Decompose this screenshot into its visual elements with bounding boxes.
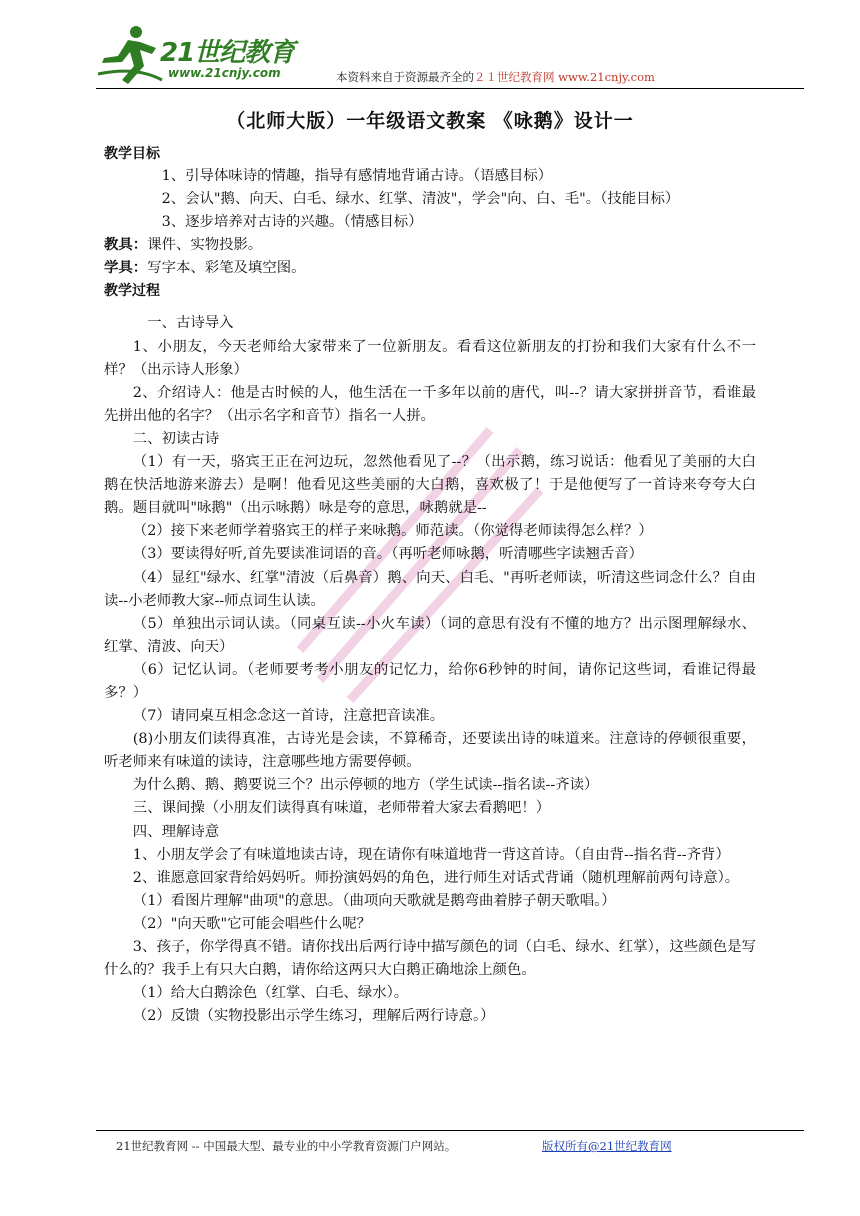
site-logo (96, 22, 326, 88)
page-footer (116, 1138, 672, 1154)
paragraph: （5）单独出示词认读。（同桌互读--小火车读）（词的意思有没有不懂的地方？出示图理解绿水、红掌、清波、向天） (104, 615, 756, 655)
paragraph: （1）看图片理解"曲项"的意思。（曲项向天歌就是鹅弯曲着脖子朝天歌唱。） (132, 892, 616, 909)
goal-item: 3、逐步培养对古诗的兴趣。（情感目标） (161, 214, 423, 231)
logo-url: www.21cnjy.com (168, 66, 281, 80)
header-brand-link[interactable]: ２１世纪教育网 (474, 70, 555, 84)
header-note (336, 69, 655, 85)
paragraph: 3、孩子，你学得真不错。请你找出后两行诗中描写颜色的词（白毛、绿水、红掌），这些颜色是写什么的？我手上有只大白鹅，请你给这两只大白鹅正确地涂上颜色。 (104, 939, 756, 979)
goal-item: 1、引导体味诗的情趣，指导有感情地背诵古诗。（语感目标） (161, 168, 553, 184)
header-url-link[interactable]: www.21cnjy.com (558, 70, 655, 84)
student-tools-value: 写字本、彩笔及填空图。 (147, 260, 306, 277)
paragraph: 2、介绍诗人：他是古时候的人，他生活在一千多年以前的唐代，叫--？请大家拼拼音节，看谁最先拼出他的名字？（出示名字和音节）指名一人拼。 (104, 384, 756, 424)
document-body (104, 106, 756, 1028)
paragraph: (8)小朋友们读得真准，古诗光是会读，不算稀奇，还要读出诗的味道来。注意诗的停顿很重要，听老师来有味道的读诗，注意哪些地方需要停顿。 (104, 731, 756, 771)
section-heading: 四、理解诗意 (132, 823, 220, 840)
section-heading: 三、课间操（小朋友们读得真有味道，老师带着大家去看鹅吧！） (132, 800, 551, 817)
paragraph: （3）要读得好听,首先要读准词语的音。（再听老师咏鹅，听清哪些字读翘舌音） (132, 546, 644, 563)
process-heading: 教学过程 (104, 283, 160, 300)
teacher-tools-label: 教具： (104, 237, 148, 254)
spacer (104, 302, 756, 312)
paragraph: （1）给大白鹅涂色（红掌、白毛、绿水）。 (132, 985, 409, 1002)
header-note-prefix: 本资料来自于资源最齐全的 (336, 70, 474, 84)
paragraph: （2）"向天歌"它可能会唱些什么呢？ (132, 915, 372, 932)
logo-text: 21世纪教育 (160, 38, 295, 68)
paragraph: （7）请同桌互相念念这一首诗，注意把音读准。 (132, 708, 445, 725)
paragraph: （1）有一天，骆宾王正在河边玩，忽然他看见了--？（出示鹅，练习说话：他看见了美丽的大白鹅在快活地游来游去）是啊！他看见这些美丽的大白鹅，喜欢极了！于是他便写了一首诗来夸夸大白鹅。题目就叫"咏鹅"（出示咏鹅）咏是夸的意思，咏鹅就是-- (104, 454, 756, 517)
runner-logo-icon (96, 22, 166, 88)
paragraph: （6）记忆认词。（老师要考考小朋友的记忆力，给你6秒钟的时间，请你记这些词，看谁记得最多？） (104, 661, 756, 701)
student-tools (104, 257, 756, 280)
header-divider (96, 88, 804, 89)
teacher-tools (104, 234, 756, 257)
paragraph: （2）接下来老师学着骆宾王的样子来咏鹅。师范读。（你觉得老师读得怎么样？） (132, 523, 653, 540)
copyright-link[interactable]: 版权所有@21世纪教育网 (542, 1139, 672, 1153)
teacher-tools-value: 课件、实物投影。 (147, 237, 263, 254)
paragraph: 为什么鹅、鹅、鹅要说三个？出示停顿的地方（学生试读--指名读--齐读） (132, 777, 599, 794)
paragraph: 1、小朋友学会了有味道地读古诗，现在请你有味道地背一背这首诗。（自由背--指名背--齐背） (132, 846, 730, 863)
paragraph: （4）显红"绿水、红掌"清波（后鼻音）鹅、向天、白毛、"再听老师读，听清这些词念什么？自由读--小老师教大家--师点词生认读。 (104, 569, 756, 609)
paragraph: 2、谁愿意回家背给妈妈听。师扮演妈妈的角色，进行师生对话式背诵（随机理解前两句诗意）。 (132, 869, 740, 886)
footer-text: 21世纪教育网 -- 中国最大型、最专业的中小学教育资源门户网站。 (116, 1139, 457, 1153)
document-title: （北师大版）一年级语文教案 《咏鹅》设计一 (226, 110, 634, 132)
goals-heading: 教学目标 (104, 146, 160, 162)
section-heading: 一、古诗导入 (147, 315, 234, 332)
paragraph: 1、小朋友，今天老师给大家带来了一位新朋友。看看这位新朋友的打扮和我们大家有什么不一样？（出示诗人形象） (104, 338, 756, 378)
page-header (96, 22, 816, 88)
paragraph: （2）反馈（实物投影出示学生练习，理解后两行诗意。） (132, 1008, 495, 1025)
student-tools-label: 学具： (104, 260, 148, 277)
footer-divider (96, 1130, 804, 1131)
section-heading: 二、初读古诗 (132, 430, 220, 447)
goal-item: 2、会认"鹅、向天、白毛、绿水、红掌、清波"，学会"向、白、毛"。（技能目标） (161, 191, 680, 208)
